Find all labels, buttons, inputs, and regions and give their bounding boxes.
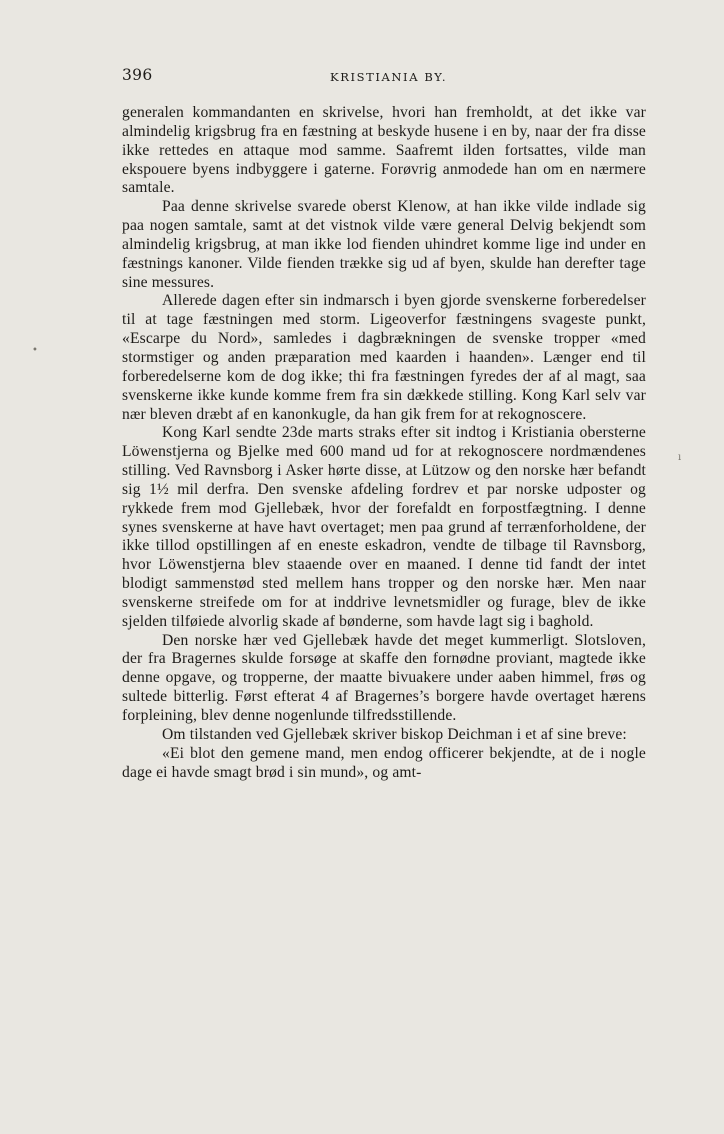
- paragraph: «Ei blot den gemene mand, men endog officerer bekjendte, at de i nogle dage ei havde smagt brød i sin mund», og amt-: [122, 744, 646, 781]
- paragraph: Om tilstanden ved Gjellebæk skriver biskop Deichman i et af sine breve:: [162, 725, 627, 743]
- page-header: [122, 66, 646, 88]
- margin-speck: ı: [678, 452, 682, 463]
- paragraph: Kong Karl sendte 23de marts straks efter sit indtog i Kristiania obersterne Löwenstjerna og Bjelke med 600 mand ud for at rekognoscere nordmændenes stilling. Ved Ravnsborg i Asker hørte disse, at Lützow og den norske hær befandt sig 1½ mil derfra. Den svenske afdeling fordrev et par norske udposter og rykkede frem mod Gjellebæk, hvor der forefaldt en forpostfægtning. I denne synes svenskerne at have havt overtaget; men paa grund af terrænforholdene, der ikke tillod opstillingen af en eneste eskadron, vendte de tilbage til Ravnsborg, hvor Löwenstjerna blev staaende over en maaned. I denne tid fandt der intet blodigt sammenstød sted mellem hans tropper og den norske hær. Men naar svenskerne streifede om for at inddrive levnetsmidler og furage, blev de ikke sjelden tilføiede alvorlig skade af bønderne, som havde lagt sig i baghold.: [122, 424, 646, 630]
- paragraph: generalen kommandanten en skrivelse, hvori han fremholdt, at det ikke var almindelig krigsbrug fra en fæstning at beskyde husene i en by, naar der fra disse ikke rettedes en attaque mod samme. Saafremt ilden fortsattes, vilde man ekspouere byens indbyggere i gaterne. Forøvrig anmodede han om en nærmere samtale.: [122, 104, 646, 197]
- page-number: 396: [122, 66, 153, 84]
- paragraph: Paa denne skrivelse svarede oberst Klenow, at han ikke vilde indlade sig paa nogen samtale, samt at det vistnok vilde være general Delvig bekjendt som almindelig krigsbrug, at man ikke lod fienden uhindret komme lige ind under en fæstnings kanoner. Vilde fienden trække sig ud af byen, skulde han derefter tage sine messures.: [122, 198, 646, 291]
- margin-speck: •: [32, 345, 38, 356]
- paragraph: Den norske hær ved Gjellebæk havde det meget kummerligt. Slotsloven, der fra Bragernes skulde forsøge at skaffe den fornødne proviant, magtede ikke denne opgave, og tropperne, der maatte bivuakere under aaben himmel, frøs og sultede bitterlig. Først efterat 4 af Bragernes’s borgere havde overtaget hærens forpleining, blev denne nogenlunde tilfredsstillende.: [122, 631, 646, 724]
- paragraph: Allerede dagen efter sin indmarsch i byen gjorde svenskerne forberedelser til at tage fæstningen med storm. Ligeoverfor fæstningens svageste punkt, «Escarpe du Nord», samledes i dagbrækningen de svenske tropper «med stormstiger og anden præparation med kaarden i haanden». Længer end til forberedelserne kom de dog ikke; thi fra fæstningen fyredes der af al magt, saa svenskerne ikke kunde komme frem fra sin dækkede stilling. Kong Karl selv var nær bleven dræbt af en kanonkugle, da han gik frem for at rekognoscere.: [122, 292, 646, 423]
- running-head: KRISTIANIA BY.: [330, 70, 448, 84]
- body-text: [122, 104, 646, 782]
